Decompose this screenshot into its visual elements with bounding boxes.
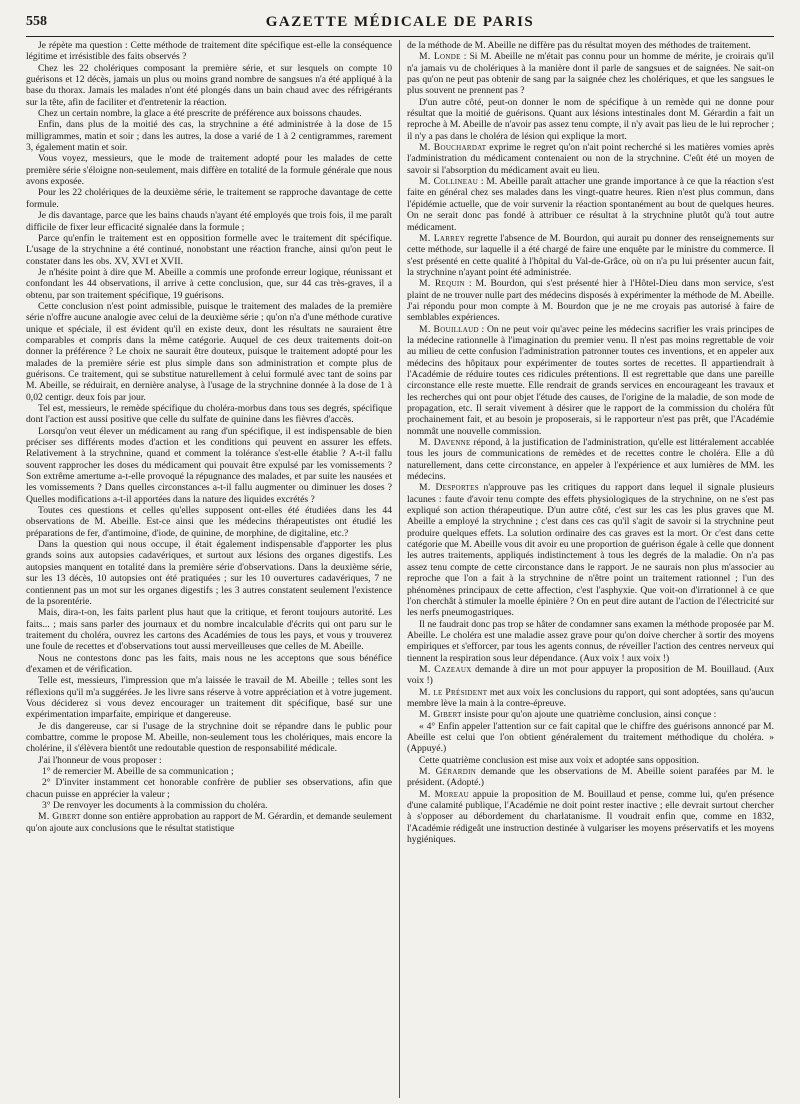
- paragraph-text: Telle est, messieurs, l'impression que m'a laissée le travail de M. Abeille ; telles sont les réflexions qu'il m'a suggérées. Je les livre sans réserve à votre appréciation et à votre jugement. Vous déciderez si vous devez encourager un traitement dit spécifique, basé sur une expérimentation imparfaite, empirique et dangereuse.: [26, 675, 392, 721]
- right-column: [400, 40, 774, 1098]
- paragraph-text: Je répète ma question : Cette méthode de traitement dite spécifique est-elle la conséquence légitime et irrésistible des faits observés ?: [26, 40, 392, 63]
- paragraph: [26, 119, 392, 153]
- speaker-name: M. Bouchardat: [419, 142, 487, 154]
- running-title: GAZETTE MÉDICALE DE PARIS: [265, 14, 535, 30]
- paragraph: [26, 210, 392, 233]
- paragraph-text: Chez les 22 cholériques composant la première série, et sur lesquels on compte 10 guérisons et 12 décès, jamais un plus ou moins grand nombre de sangsues n'a été appliqué à la base du thorax. Jamais les malades n'ont été plongés dans un bain chaud avec des réfrigérants sur la tête, afin de faciliter et d'entretenir la réaction.: [26, 62, 392, 108]
- speaker-name: M. Davenne: [419, 437, 471, 449]
- speaker-name: M. Gibert: [419, 709, 462, 721]
- paragraph: [26, 675, 392, 720]
- paragraph-text: Toutes ces questions et celles qu'elles supposent ont-elles été étudiées dans les 44 observations de M. Abeille. Est-ce ainsi que les médecins thérapeutistes ont étudié les préparations de fer, d'antimoine, d'iode, de quinine, de morphine, de digitaline, etc.?: [26, 505, 392, 539]
- paragraph-text: regrette l'absence de M. Bourdon, qui aurait pu donner des renseignements sur cette méthode, sur laquelle il a été chargé de faire une enquête par le ministre du commerce. Il s'est présenté en cette qualité à l'hôpital du Val-de-Grâce, où on n'a pu lui présenter aucun fait, la strychnine n'ayant point été administrée.: [407, 232, 774, 278]
- paragraph: [26, 63, 392, 108]
- paragraph: [407, 176, 774, 233]
- paragraph-text: Chez un certain nombre, la glace a été prescrite de préférence aux boissons chaudes.: [38, 108, 362, 120]
- page-number: 558: [26, 14, 47, 29]
- paragraph: [407, 687, 774, 710]
- paragraph-text: exprime le regret qu'on n'ait point recherché si les matières vomies après l'administration du médicament contenaient ou non de la strychnine. C'eût été un moyen de savoir si l'absorption du médicament avait eu lieu.: [407, 142, 774, 176]
- paragraph: [26, 233, 392, 267]
- paragraph: [407, 142, 774, 176]
- speaker-name: M. Gérardin: [419, 766, 477, 777]
- paragraph: [407, 709, 774, 720]
- paragraph: [407, 97, 774, 142]
- paragraph: [26, 539, 392, 607]
- paragraph-text: Mais, dira-t-on, les faits parlent plus haut que la critique, et feront toujours autorité. Les faits... ; mais sans parler des journaux et du nombre incalculable d'écrits qui ont paru sur le traitement du choléra, ouvrez les cartons des Académies de tous les pays, et vous y trouverez une foule de recettes et d'observations tout aussi merveilleuses que celles de M. Abeille.: [26, 607, 392, 653]
- paragraph: [26, 766, 392, 777]
- paragraph-text: 1° de remercier M. Abeille de sa communication ;: [42, 766, 234, 777]
- paragraph-text: répond, à la justification de l'administration, qu'elle est littéralement accablée tous les jours de communications de remèdes et de recettes contre le choléra. Elle a dû naturellement, dans cette circonstance, en appeler à l'expérience et aux lumières de MM. les médecins.: [407, 437, 774, 483]
- paragraph: [407, 51, 774, 96]
- speaker-name: M. Bouillaud: [419, 323, 479, 335]
- paragraph: [26, 301, 392, 403]
- paragraph: [26, 607, 392, 652]
- paragraph: [407, 233, 774, 278]
- paragraph-text: demande que les observations de M. Abeille soient parafées par M. le président. (Adopté.): [407, 766, 774, 789]
- paragraph-text: Je dis davantage, parce que les bains chauds n'ayant été employés que trois fois, il me paraît difficile de fixer leur efficacité signalée dans la formule ;: [26, 210, 392, 233]
- paragraph-text: Cette quatrième conclusion est mise aux voix et adoptée sans opposition.: [419, 754, 700, 766]
- paragraph-text: : On ne peut voir qu'avec peine les médecins sacrifier les vrais principes de la médecine rationnelle à l'imagination du premier venu. Il n'est pas moins regrettable de voir au milieu de cette confusion l'administration patronner toutes ces inventions, et en appeler aux médecins des hôpitaux pour expérimenter de toutes sortes de recettes. Il appartiendrait à l'Académie de réduire toutes ces ridicules prétentions. Il est regrettable que dans une pareille circonstance elle reste muette. Elle rendrait de grands services en encourageant les travaux et les recherches qui ont pour objet l'étude des causes, de l'origine de la maladie, de son mode de propagation, etc. Il serait vivement à désirer que le rapport de la commission du choléra fût prochainement fait, et au besoin je proposerais, si le rapporteur n'est pas prêt, que l'Académie nommât une nouvelle commission.: [407, 323, 774, 437]
- paragraph-text: Dans la question qui nous occupe, il était également indispensable d'apporter les plus grands soins aux autopsies cadavériques, et surtout aux lésions des organes digestifs. Les autopsies manquent en totalité dans la première série d'observations. Dans la deuxième série, sur les 13 décès, 10 autopsies ont été pratiquées ; sur les 10 ouvertures cadavériques, 7 ne contiennent pas un mot sur les organes digestifs ; les 3 autres constatent seulement l'existence de la psorentérie.: [26, 539, 392, 607]
- paragraph-text: appuie la proposition de M. Bouillaud et pense, comme lui, qu'en présence d'une calamité publique, l'Académie ne doit point rester inactive ; elle devrait surtout chercher à s'opposer au débordement du charlatanisme. Il voudrait enfin que, comme en 1832, l'Académie rédigeât une instruction destinée à vulgariser les moyens préservatifs et les moyens hygiéniques.: [407, 788, 774, 846]
- paragraph: [26, 811, 392, 834]
- paragraph: [407, 789, 774, 846]
- paragraph: [26, 108, 392, 119]
- paragraph: [26, 505, 392, 539]
- paragraph: [407, 278, 774, 323]
- paragraph: [26, 403, 392, 426]
- paragraph-text: Il ne faudrait donc pas trop se hâter de condamner sans examen la méthode proposée par M. Abeille. Le choléra est une maladie assez grave pour qu'on doive chercher à sortir des moyens empiriques et s'efforcer, par tous les agents connus, de réveiller l'action des centres nerveux qui tiennent la respiration sous leur dépendance. (Aux voix ! aux voix !): [407, 618, 774, 664]
- paragraph-text: 3° De renvoyer les documents à la commission du choléra.: [42, 800, 268, 812]
- paragraph-text: D'un autre côté, peut-on donner le nom de spécifique à un remède qui ne donne pour résultat que la moitié de guérisons. Quant aux lésions intestinales dont M. Gérardin a fait un reproche à M. Abeille de n'avoir pas assez tenu compte, il n'y avait pas lieu de le lui reprocher ; il n'y a pas dans le choléra de lésion qui explique la mort.: [407, 96, 774, 142]
- paragraph-text: Lorsqu'on veut élever un médicament au rang d'un spécifique, il est indispensable de bien préciser ses différents modes d'action et les conditions qui peuvent en assurer les effets. Relativement à la strychnine, quand et comment la tolérance s'est-elle établie ? A-t-il fallu souvent rapprocher les doses du médicament qui pouvait être expulsé par les vomissements ? Son extrême amertume a-t-elle provoqué la répugnance des malades, et par suite les nausées et les vomissements ? Dans quelles circonstances a-t-il fallu augmenter ou diminuer les doses ? Quelles modifications a-t-il apportées dans la nature des liquides excrétés ?: [26, 425, 392, 505]
- paragraph-text: : M. Bourdon, qui s'est présenté hier à l'Hôtel-Dieu dans mon service, s'est plaint de ne trouver nulle part des médecins disposés à expérimenter la méthode de M. Abeille. J'ai répondu pour mon compte à M. Bourdon que je ne me croyais pas autorisé à faire de semblables expériences.: [407, 278, 774, 324]
- paragraph-text: « 4° Enfin appeler l'attention sur ce fait capital que le chiffre des guérisons annoncé par M. Abeille est celui que l'on obtient généralement du traitement méthodique du choléra. » (Appuyé.): [407, 720, 774, 755]
- page-header: [26, 14, 774, 37]
- speaker-name: M. Cazeaux: [419, 663, 472, 675]
- paragraph: [26, 755, 392, 766]
- paragraph: [26, 426, 392, 505]
- paragraph: [407, 664, 774, 687]
- paragraph-text: : M. Abeille paraît attacher une grande importance à ce que la réaction s'est faite en général chez ses malades dans les vingt-quatre heures. Rien n'est plus commun, dans l'épidémie actuelle, que de voir survenir la réaction spontanément au bout de quelques heures. On ne serait donc pas fondé à attribuer ce résultat à la strychnine plutôt qu'à tout autre médicament.: [407, 176, 774, 233]
- speaker-name: M. Collineau: [419, 176, 479, 188]
- paragraph: [26, 653, 392, 676]
- paragraph: [26, 40, 392, 63]
- speaker-name: M. Moreau: [419, 788, 470, 800]
- paragraph-text: de la méthode de M. Abeille ne diffère pas du résultat moyen des méthodes de traitement.: [407, 40, 751, 51]
- paragraph-text: : Si M. Abeille ne m'était pas connu pour un homme de mérite, je croirais qu'il n'a jamais vu de cholériques à la manière dont il parle de sangsues et de saignées. Ne sait-on pas qu'on ne peut pas obtenir de sang par la saignée chez les cholériques, et que les sangsues le plus souvent ne prennent pas ?: [407, 51, 774, 97]
- speaker-name: M. Requin: [419, 278, 465, 290]
- paragraph-text: demande à dire un mot pour appuyer la proposition de M. Bouillaud. (Aux voix !): [407, 663, 774, 687]
- paragraph: [26, 267, 392, 301]
- paragraph: [407, 766, 774, 789]
- paragraph: [26, 187, 392, 210]
- paragraph-text: donne son entière approbation au rapport de M. Gérardin, et demande seulement qu'on ajoute aux conclusions que le résultat statistique: [26, 811, 392, 834]
- paragraph: [407, 40, 774, 51]
- paragraph: [407, 482, 774, 618]
- paragraph-text: Cette conclusion n'est point admissible, puisque le traitement des malades de la première série n'offre aucune analogie avec celui de la deuxième série ; qu'on n'a d'une méthode curative unique et spéciale, il est évident qu'il en existe deux, dont les résultats ne sauraient être comparables et compris dans la même catégorie. Auquel de ces deux traitements doit-on donner la préférence ? Le choix ne saurait être douteux, puisque le traitement adopté pour les malades de la première série est plus simple dans son administration et compte plus de guérisons. Ce traitement, qui se substitue naturellement à celui formulé avec tant de soins par M. Abeille, se réduirait, en dernière analyse, à l'usage de la strychnine donnée à la dose de 1 à 0,02 centigr. deux fois par jour.: [26, 300, 392, 403]
- left-column: [26, 40, 400, 1098]
- paragraph: [26, 153, 392, 187]
- paragraph-text: met aux voix les conclusions du rapport, qui sont adoptées, sans qu'aucun membre lève la main à la contre-épreuve.: [407, 686, 774, 709]
- speaker-name: M. Larrey: [419, 232, 466, 244]
- paragraph: [26, 721, 392, 755]
- paragraph-text: Je dis dangereuse, car si l'usage de la strychnine doit se répandre dans le public pour combattre, comme le propose M. Abeille, non-seulement tous les cholériques, mais encore la cholérine, il s'élèvera bientôt une redoutable question de responsabilité médicale.: [26, 720, 392, 755]
- speaker-name: M. Londe: [419, 51, 461, 63]
- paragraph-text: Tel est, messieurs, le remède spécifique du choléra-morbus dans tous ses degrés, spécifique dont l'action est aussi positive que celle du sulfate de quinine dans les fièvres d'accès.: [26, 403, 392, 426]
- paragraph-text: Enfin, dans plus de la moitié des cas, la strychnine a été administrée à la dose de 15 milligrammes, matin et soir ; dans les autres, la dose a varié de 1 à 2 centigrammes, rarement 3, également matin et soir.: [26, 119, 392, 154]
- paragraph-text: Parce qu'enfin le traitement est en opposition formelle avec le traitement dit spécifique. L'usage de la strychnine a été continué, nonobstant une réaction franche, ainsi qu'on peut le constater dans les obs. XV, XVI et XVII.: [26, 232, 392, 267]
- paragraph-text: Je n'hésite point à dire que M. Abeille a commis une profonde erreur logique, réunissant et confondant les 44 observations, il arrive à cette conclusion, que, sur 44 cas très-graves, il a obtenu, par son traitement spécifique, 19 guérisons.: [26, 266, 392, 301]
- paragraph-text: insiste pour qu'on ajoute une quatrième conclusion, ainsi conçue :: [461, 709, 717, 721]
- paragraph-text: n'approuve pas les critiques du rapport dans lequel il signale plusieurs lacunes : faute d'avoir tenu compte des effets physiologiques de la strychnine, on ne s'est pas expliqué son action thérapeutique. D'un autre côté, c'est sur les cas les plus graves que M. Abeille a employé la strychnine ; c'est dans ces cas qu'il s'agit de savoir si la strychnine peut produire quelques effets. La solution ordinaire des cas graves est la mort. Or c'est dans cette catégorie que M. Abeille vous dit avoir eu une proportion de guérison égale à celle que donnent les autres traitements, appliqués indistinctement à tous les degrés de la maladie. On n'a pas assez tenu compte de cette circonstance dans le rapport. Je ne saurais non plus m'associer au reproche que l'on a fait à la strychnine de n'être point un traitement rationnel ; l'un des phénomènes principaux de cette affection, c'est l'asphyxie. Que voit-on d'irrationnel à ce que l'on cherchât à stimuler la moelle épinière ? On en peut dire autant de l'action de l'électricité sur les nerfs pneumogastriques.: [407, 482, 774, 619]
- paragraph: [407, 619, 774, 664]
- paragraph-text: Nous ne contestons donc pas les faits, mais nous ne les acceptons que sous bénéfice d'examen et de vérification.: [26, 652, 392, 675]
- paragraph-text: 2° D'inviter instamment cet honorable confrère de publier ses observations, afin que chacun puisse en apprécier la valeur ;: [26, 777, 392, 800]
- paragraph-text: Pour les 22 cholériques de la deuxième série, le traitement se rapproche davantage de cette formule.: [26, 187, 392, 210]
- paragraph: [407, 721, 774, 755]
- text-columns: [26, 40, 774, 1098]
- paragraph: [26, 777, 392, 800]
- paragraph: [407, 437, 774, 482]
- paragraph: [26, 800, 392, 811]
- speaker-name: M. Desportes: [419, 482, 479, 494]
- speaker-name: M. Gibert: [38, 811, 81, 823]
- speaker-name: M. le Président: [419, 686, 488, 698]
- paragraph: [407, 324, 774, 437]
- paragraph-text: J'ai l'honneur de vous proposer :: [38, 754, 162, 766]
- paragraph: [407, 755, 774, 766]
- paragraph-text: Vous voyez, messieurs, que le mode de traitement adopté pour les malades de cette première série s'éloigne non-seulement, mais diffère en totalité de la formule générale que nous avons exposée.: [26, 153, 392, 188]
